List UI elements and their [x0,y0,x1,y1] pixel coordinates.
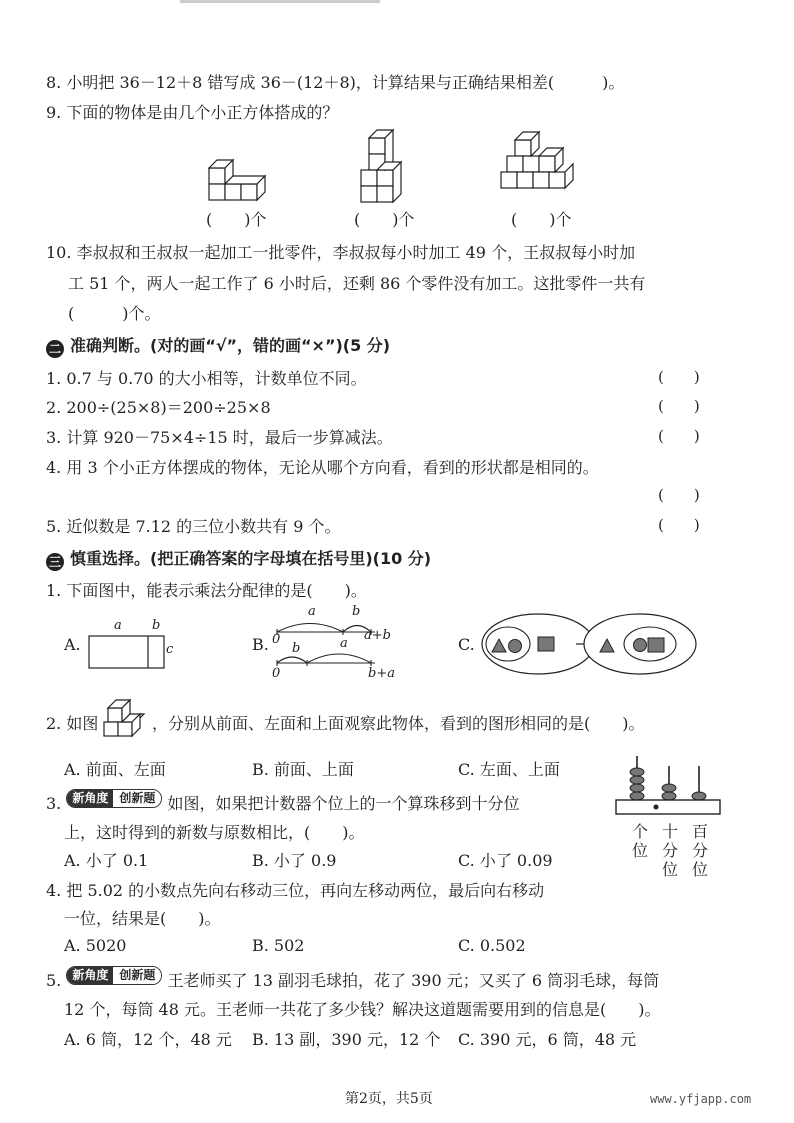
q1b-bottom-sum: b+a [368,666,395,681]
q1b-top-label-a: a [308,604,316,619]
q1-option-c-label: C. [458,635,475,654]
section-3-heading [46,546,431,571]
q1b-bottom-zero: 0 [272,666,281,681]
q5-line1-text: 王老师买了 13 副羽毛球拍，花了 390 元；又买了 6 筒羽毛球，每筒 [167,971,660,990]
choice-q5-line2: 12 个，每筒 48 元。王老师一共花了多少钱？解决这道题需要用到的信息是( )。 [64,1000,661,1019]
judge-paren-2[interactable]: ( ) [658,397,700,415]
q9-blank-1[interactable]: ( )个 [206,210,267,229]
q5-number: 5. [46,971,62,990]
q2-cube-figure [100,696,156,742]
new-angle-badge-q5 [66,966,162,985]
cube-figure-3 [497,128,579,200]
q3-number: 3. [46,794,62,813]
q9-blank-3[interactable]: ( )个 [511,210,572,229]
scan-top-edge [180,0,380,3]
section-2-number: 二 [46,340,64,358]
choice-q2-prefix: 2. 如图 [46,714,99,733]
question-10-line1: 10. 李叔叔和王叔叔一起加工一批零件，李叔叔每小时加工 49 个，王叔叔每小时加 [46,243,636,262]
q2-option-a[interactable]: A. 前面、左面 [64,760,166,779]
q5-option-c[interactable]: C. 390 元，6 筒，48 元 [458,1030,637,1049]
q1a-label-b: b [152,618,161,633]
choice-q1: 1. 下面图中，能表示乘法分配律的是( )。 [46,581,367,600]
badge-new-angle: 新角度 [67,790,113,807]
question-8: 8. 小明把 36－12＋8 错写成 36－(12＋8)，计算结果与正确结果相差( )。 [46,73,625,92]
q4-option-b[interactable]: B. 502 [252,936,305,955]
choice-q3-line2: 上，这时得到的新数与原数相比，( )。 [64,823,365,842]
judge-item-5: 5. 近似数是 7.12 的三位小数共有 9 个。 [46,517,341,536]
q5-option-b[interactable]: B. 13 副，390 元，12 个 [252,1030,441,1049]
q1b-top-sum: a+b [364,628,391,643]
abacus-label-tenths: 十分位 [662,822,679,879]
q1a-label-c: c [166,642,174,657]
q4-option-a[interactable]: A. 5020 [64,936,127,955]
judge-paren-4[interactable]: ( ) [658,486,700,504]
choice-q4-line1: 4. 把 5.02 的小数点先向右移动三位，再向左移动两位，最后向右移动 [46,881,545,900]
q3-option-c[interactable]: C. 小了 0.09 [458,851,553,870]
q1-option-a-label: A. [64,635,81,654]
badge-innovative: 创新题 [113,790,161,807]
question-10-line3: ( )个。 [68,304,161,323]
q1b-top-label-b: b [352,604,361,619]
section-2-title: 准确判断。(对的画“√”，错的画“×”)(5 分) [70,336,391,355]
q1-option-c-sets [478,610,700,678]
judge-item-3: 3. 计算 920－75×4÷15 时，最后一步算减法。 [46,428,393,447]
q9-blank-2[interactable]: ( )个 [354,210,415,229]
cube-figure-1 [205,150,275,205]
choice-q5-line1 [46,966,659,991]
q3-option-b[interactable]: B. 小了 0.9 [252,851,337,870]
judge-item-2: 2. 200÷(25×8)＝200÷25×8 [46,398,271,417]
choice-q3-line1 [46,789,520,814]
q1b-top-zero: 0 [272,632,281,647]
q1b-bottom-label-a: a [340,636,348,651]
abacus-counter [614,752,724,822]
q3-option-a[interactable]: A. 小了 0.1 [64,851,149,870]
q2-option-c[interactable]: C. 左面、上面 [458,760,560,779]
judge-paren-1[interactable]: ( ) [658,368,700,386]
judge-paren-5[interactable]: ( ) [658,516,700,534]
badge-new-angle-q5: 新角度 [67,967,113,984]
abacus-label-ones: 个位 [632,822,649,860]
choice-q4-line2: 一位，结果是( )。 [64,909,221,928]
section-3-number: 三 [46,553,64,571]
section-3-title: 慎重选择。(把正确答案的字母填在括号里)(10 分) [70,549,432,568]
judge-item-4: 4. 用 3 个小正方体摆成的物体，无论从哪个方向看，看到的形状都是相同的。 [46,458,599,477]
q1-option-b-label: B. [252,635,269,654]
question-10-line2: 工 51 个，两人一起工作了 6 小时后，还剩 86 个零件没有加工。这批零件一共有 [68,274,646,293]
q4-option-c[interactable]: C. 0.502 [458,936,526,955]
q1b-bottom-label-b: b [292,641,301,656]
judge-paren-3[interactable]: ( ) [658,427,700,445]
new-angle-badge [66,789,162,808]
page-number: 第2页，共5页 [345,1091,433,1107]
cube-figure-2 [355,128,415,206]
choice-q2-text: ，分别从前面、左面和上面观察此物体，看到的图形相同的是( )。 [152,714,645,733]
q1a-label-a: a [114,618,122,633]
question-9: 9. 下面的物体是由几个小正方体搭成的？ [46,103,339,122]
watermark: www.yfjapp.com [650,1092,752,1106]
q3-line1-text: 如图，如果把计数器个位上的一个算珠移到十分位 [167,794,520,813]
section-2-heading [46,333,390,358]
judge-item-1: 1. 0.7 与 0.70 的大小相等，计数单位不同。 [46,369,367,388]
badge-innovative-q5: 创新题 [113,967,161,984]
q2-option-b[interactable]: B. 前面、上面 [252,760,354,779]
abacus-label-hundredths: 百分位 [692,822,709,879]
q5-option-a[interactable]: A. 6 筒，12 个，48 元 [64,1030,232,1049]
